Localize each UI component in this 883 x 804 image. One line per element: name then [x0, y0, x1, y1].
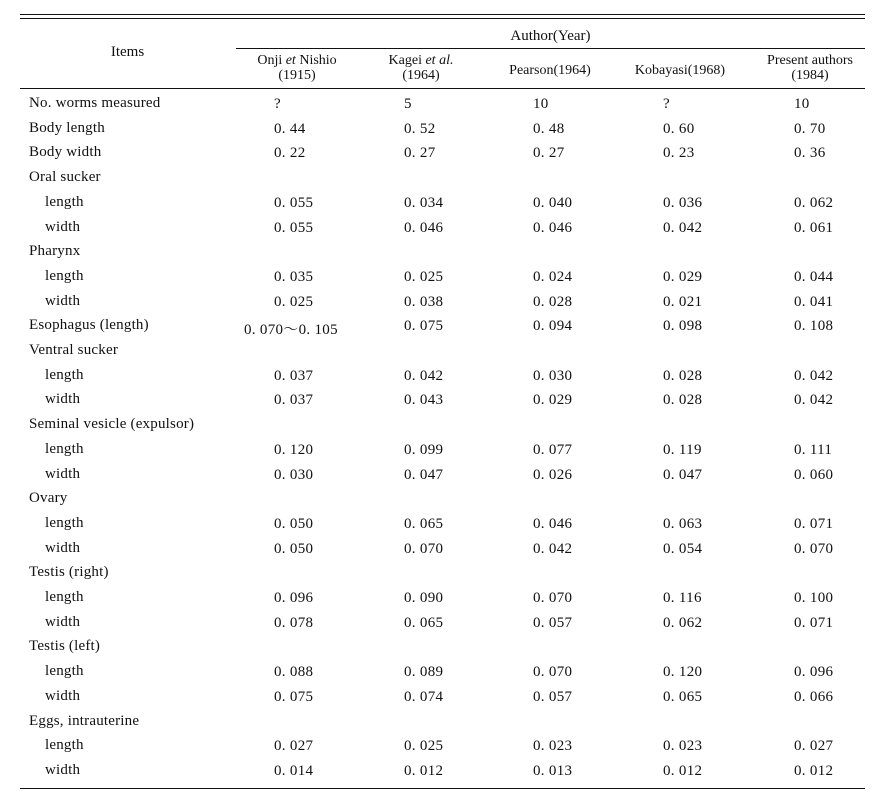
- table-cell: 10: [533, 96, 549, 112]
- table-cell: 0. 070: [533, 664, 573, 681]
- table-row: [0, 762, 883, 786]
- table-cell: 0. 065: [404, 515, 444, 532]
- table-cell: 0. 099: [404, 441, 444, 458]
- row-label: width: [45, 218, 81, 235]
- header-bottom-rule: [20, 88, 865, 89]
- table-row: [0, 564, 883, 588]
- table-row: [0, 490, 883, 514]
- table-cell: ?: [274, 96, 281, 112]
- table-cell: 0. 028: [663, 392, 703, 409]
- table-cell: 0. 096: [794, 664, 834, 681]
- row-label: width: [45, 687, 81, 704]
- table-cell: 0. 012: [404, 762, 444, 779]
- row-label: Testis (right): [29, 564, 109, 581]
- table-row: [0, 169, 883, 193]
- table-cell: 0. 035: [274, 268, 314, 285]
- row-label: length: [45, 514, 84, 531]
- table-row: [0, 713, 883, 737]
- table-row: [0, 391, 883, 415]
- table-cell: 0. 063: [663, 515, 703, 532]
- row-label: length: [45, 267, 84, 284]
- table-cell: 0. 094: [533, 318, 573, 335]
- table-cell: 0. 071: [794, 614, 834, 631]
- table-cell: 0. 014: [274, 762, 314, 779]
- table-row: [0, 614, 883, 638]
- table-cell: 0. 077: [533, 441, 573, 458]
- table-row: [0, 737, 883, 761]
- column-year: (1915): [278, 68, 316, 83]
- table-cell: 0. 120: [274, 441, 314, 458]
- table-cell: 0. 075: [404, 318, 444, 335]
- table-cell: 0. 026: [533, 466, 573, 483]
- table-cell: 0. 029: [533, 392, 573, 409]
- column-header-present-authors: [748, 53, 872, 83]
- table-cell: 0. 046: [533, 219, 573, 236]
- table-cell: 0. 044: [794, 268, 834, 285]
- table-cell: 0. 090: [404, 590, 444, 606]
- table-cell: 0. 074: [404, 688, 444, 705]
- table-cell: 0. 062: [794, 194, 834, 211]
- top-rule-double: [20, 18, 865, 19]
- table-cell: 0. 030: [274, 466, 314, 483]
- table-row: [0, 293, 883, 317]
- table-row: [0, 441, 883, 465]
- table-cell: 0. 070～0. 105: [244, 322, 338, 339]
- table-row: [0, 219, 883, 243]
- table-cell: 0. 070: [794, 540, 834, 557]
- table-cell: 0. 116: [663, 590, 702, 606]
- table-cell: 0. 52: [404, 120, 436, 137]
- table-cell: 0. 119: [663, 441, 702, 458]
- table-row: [0, 367, 883, 391]
- row-label: Ovary: [29, 490, 68, 507]
- table-cell: 0. 050: [274, 540, 314, 557]
- table-cell: 0. 023: [533, 738, 573, 755]
- row-label: length: [45, 366, 84, 383]
- table-cell: 0. 043: [404, 392, 444, 409]
- table-row: [0, 416, 883, 440]
- table-cell: 0. 024: [533, 268, 573, 285]
- table-cell: 0. 028: [533, 293, 573, 310]
- table-row: [0, 144, 883, 168]
- row-label: Seminal vesicle (expulsor): [29, 416, 195, 433]
- row-label: Pharynx: [29, 243, 81, 260]
- table-cell: 0. 60: [663, 120, 695, 137]
- table-cell: 0. 036: [663, 194, 703, 211]
- column-header-onji-nishio: [238, 53, 356, 83]
- table-cell: 0. 027: [274, 738, 314, 755]
- table-cell: 0. 042: [794, 367, 834, 384]
- items-header: Items: [110, 44, 145, 60]
- author-header-rule: [236, 48, 865, 49]
- table-cell: 0. 120: [663, 664, 703, 681]
- author-year-header: Author(Year): [510, 28, 591, 44]
- row-label: width: [45, 761, 81, 778]
- table-cell: 0. 055: [274, 194, 314, 211]
- table-cell: 0. 054: [663, 540, 703, 557]
- table-cell: 0. 078: [274, 614, 314, 631]
- table-cell: 0. 23: [663, 145, 695, 162]
- column-author: Present authors: [767, 53, 853, 68]
- row-label: width: [45, 613, 81, 630]
- row-label: width: [45, 465, 81, 482]
- table-cell: 0. 046: [404, 219, 444, 236]
- row-label: Oral sucker: [29, 169, 101, 186]
- table-cell: 0. 088: [274, 664, 314, 681]
- table-cell: 0. 038: [404, 293, 444, 310]
- table-cell: 0. 089: [404, 664, 444, 681]
- row-label: width: [45, 391, 81, 408]
- table-cell: 0. 012: [794, 762, 834, 779]
- column-author: Pearson(1964): [509, 63, 591, 78]
- table-cell: 0. 047: [404, 466, 444, 483]
- table-cell: 0. 27: [533, 145, 565, 162]
- table-cell: 0. 096: [274, 590, 314, 606]
- column-author: Kagei et al.: [388, 53, 454, 68]
- table-row: [0, 243, 883, 267]
- table-cell: 0. 042: [404, 367, 444, 384]
- table-row: [0, 194, 883, 218]
- table-cell: 0. 037: [274, 392, 314, 409]
- table-cell: 0. 021: [663, 293, 703, 310]
- table-cell: 0. 034: [404, 194, 444, 211]
- table-cell: 5: [404, 96, 412, 112]
- table-cell: 0. 046: [533, 515, 573, 532]
- table-cell: 0. 100: [794, 590, 834, 606]
- table-cell: 0. 065: [663, 688, 703, 705]
- table-cell: 0. 060: [794, 466, 834, 483]
- row-label: length: [45, 589, 84, 605]
- table-cell: 0. 065: [404, 614, 444, 631]
- column-year: (1964): [402, 68, 440, 83]
- table-cell: 0. 062: [663, 614, 703, 631]
- row-label: No. worms measured: [29, 95, 161, 111]
- row-label: width: [45, 539, 81, 556]
- table-cell: 0. 025: [404, 268, 444, 285]
- table-cell: 0. 028: [663, 367, 703, 384]
- row-label: Body length: [29, 119, 105, 136]
- table-cell: 0. 36: [794, 145, 826, 162]
- top-rule: [20, 14, 865, 15]
- table-row: [0, 638, 883, 662]
- table-cell: 0. 098: [663, 318, 703, 335]
- table-cell: 0. 050: [274, 515, 314, 532]
- table-cell: 0. 041: [794, 293, 834, 310]
- table-row: [0, 317, 883, 341]
- table-cell: 0. 071: [794, 515, 834, 532]
- table-cell: 0. 042: [663, 219, 703, 236]
- row-label: Testis (left): [29, 638, 101, 655]
- table-cell: 0. 057: [533, 614, 573, 631]
- table-cell: 0. 061: [794, 219, 834, 236]
- table-row: [0, 120, 883, 144]
- table-cell: 0. 025: [404, 738, 444, 755]
- table-cell: 0. 111: [794, 441, 833, 458]
- table-cell: 0. 029: [663, 268, 703, 285]
- table-cell: 0. 075: [274, 688, 314, 705]
- table-cell: 0. 042: [533, 540, 573, 557]
- column-header-kagei: [366, 53, 476, 83]
- table-cell: 0. 013: [533, 762, 573, 779]
- table-cell: 0. 055: [274, 219, 314, 236]
- row-label: Ventral sucker: [29, 342, 119, 358]
- row-label: Eggs, intrauterine: [29, 712, 140, 729]
- bottom-rule: [20, 788, 865, 789]
- table-row: [0, 540, 883, 564]
- row-label: width: [45, 292, 81, 309]
- table-cell: 0. 070: [533, 590, 573, 606]
- table-cell: 10: [794, 96, 810, 112]
- row-label: Body width: [29, 144, 102, 161]
- row-label: length: [45, 193, 84, 210]
- table-cell: 0. 037: [274, 367, 314, 384]
- table-cell: 0. 108: [794, 318, 834, 335]
- table-cell: 0. 040: [533, 194, 573, 211]
- table-row: [0, 466, 883, 490]
- table-row: [0, 268, 883, 292]
- row-label: Esophagus (length): [29, 317, 149, 334]
- table-cell: 0. 025: [274, 293, 314, 310]
- row-label: length: [45, 663, 84, 680]
- column-header-pearson: [487, 63, 613, 78]
- table-cell: ?: [663, 96, 670, 112]
- column-year: (1984): [791, 68, 829, 83]
- table-row: [0, 95, 883, 119]
- table-cell: 0. 042: [794, 392, 834, 409]
- table-cell: 0. 027: [794, 738, 834, 755]
- column-author: Kobayasi(1968): [634, 63, 726, 78]
- table-cell: 0. 057: [533, 688, 573, 705]
- table-cell: 0. 22: [274, 145, 306, 162]
- table-row: [0, 688, 883, 712]
- table-cell: 0. 030: [533, 367, 573, 384]
- table-cell: 0. 27: [404, 145, 436, 162]
- row-label: length: [45, 737, 84, 754]
- table-row: [0, 589, 883, 613]
- column-header-kobayasi: [616, 63, 744, 78]
- column-author: Onji et Nishio: [257, 53, 337, 68]
- table-row: [0, 342, 883, 366]
- table-cell: 0. 070: [404, 540, 444, 557]
- row-label: length: [45, 440, 84, 457]
- table-row: [0, 515, 883, 539]
- table-cell: 0. 48: [533, 120, 565, 137]
- table-cell: 0. 012: [663, 762, 703, 779]
- table-cell: 0. 023: [663, 738, 703, 755]
- table-cell: 0. 066: [794, 688, 834, 705]
- table-cell: 0. 70: [794, 120, 826, 137]
- table-cell: 0. 047: [663, 466, 703, 483]
- table-cell: 0. 44: [274, 120, 306, 137]
- table-row: [0, 663, 883, 687]
